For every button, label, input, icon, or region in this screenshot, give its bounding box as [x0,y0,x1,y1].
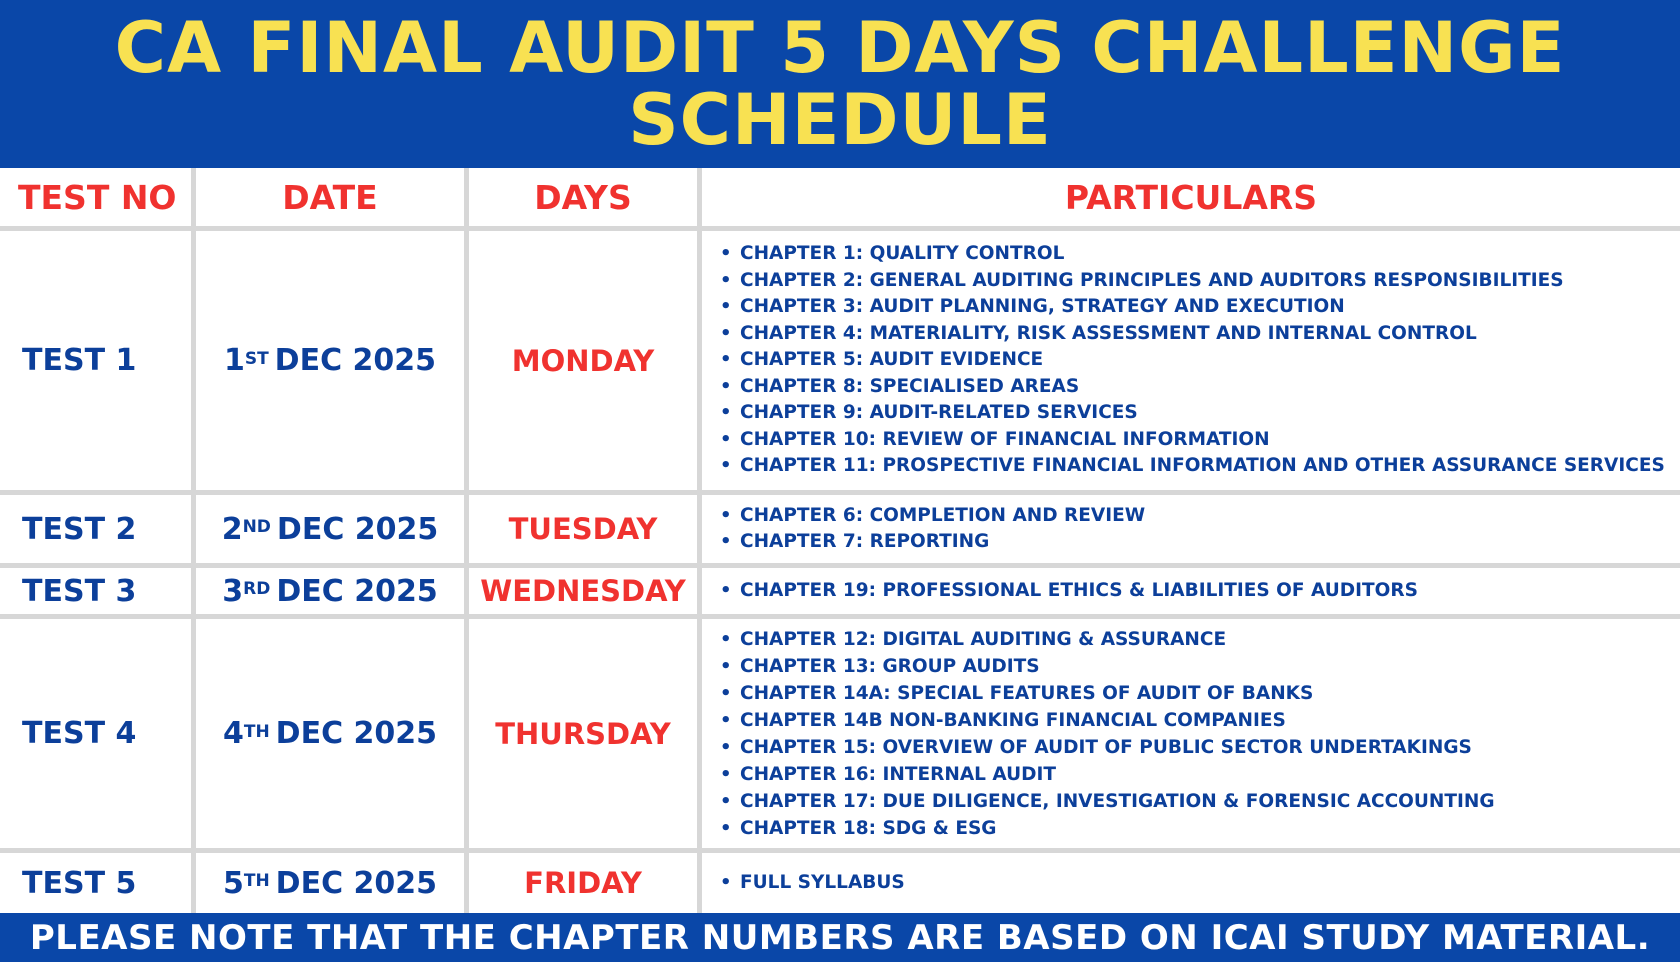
date-rest: DEC 2025 [274,343,437,378]
test-4-particulars [702,619,1680,853]
chapter-item: • CHAPTER 1: QUALITY CONTROL [718,241,1665,268]
chapter-list [718,578,1418,605]
date-suffix: TH [243,721,270,742]
chapter-item: • CHAPTER 11: PROSPECTIVE FINANCIAL INFORMATION AND OTHER ASSURANCE SERVICES [718,453,1665,480]
chapter-item: • CHAPTER 8: SPECIALISED AREAS [718,374,1665,401]
date-suffix: RD [243,579,271,599]
chapter-item: • CHAPTER 18: SDG & ESG [718,815,1495,842]
date-rest: DEC 2025 [275,865,438,901]
test-3-label: TEST 3 [0,568,196,619]
chapter-item: • CHAPTER 16: INTERNAL AUDIT [718,761,1495,788]
header-date: DATE [196,168,469,231]
date-suffix: ST [244,348,269,369]
footer-banner [0,913,1680,962]
chapter-list [718,626,1495,842]
chapter-item: • CHAPTER 17: DUE DILIGENCE, INVESTIGATION & FORENSIC ACCOUNTING [718,788,1495,815]
header-test-no: TEST NO [0,168,196,231]
test-2-date [196,495,469,568]
date-day: 2 [221,511,243,547]
chapter-item: • CHAPTER 13: GROUP AUDITS [718,653,1495,680]
date-rest: DEC 2025 [275,716,438,751]
date-day: 1 [223,343,245,378]
test-1-particulars [702,231,1680,495]
chapter-item: • CHAPTER 10: REVIEW OF FINANCIAL INFORMATION [718,427,1665,454]
chapter-item: • CHAPTER 6: COMPLETION AND REVIEW [718,503,1145,530]
date-suffix: TH [243,871,270,891]
chapter-item: • FULL SYLLABUS [718,870,905,897]
date-day: 3 [222,573,244,609]
chapter-item: • CHAPTER 4: MATERIALITY, RISK ASSESSMENT AND INTERNAL CONTROL [718,321,1665,348]
test-3-particulars [702,568,1680,619]
date-day: 5 [222,865,244,901]
test-1-label: TEST 1 [0,231,196,495]
date-rest: DEC 2025 [276,511,439,547]
chapter-item: • CHAPTER 19: PROFESSIONAL ETHICS & LIABILITIES OF AUDITORS [718,578,1418,605]
test-2-weekday: TUESDAY [469,495,702,568]
chapter-item: • CHAPTER 12: DIGITAL AUDITING & ASSURANCE [718,626,1495,653]
date-day: 4 [222,716,244,751]
test-2-label: TEST 2 [0,495,196,568]
chapter-item: • CHAPTER 9: AUDIT-RELATED SERVICES [718,400,1665,427]
chapter-item: • CHAPTER 7: REPORTING [718,529,1145,556]
test-4-date [196,619,469,853]
header-days: DAYS [469,168,702,231]
chapter-list [718,241,1665,480]
header-particulars: PARTICULARS [702,168,1680,231]
test-3-weekday: WEDNESDAY [469,568,702,619]
schedule-table [0,168,1680,913]
chapter-list [718,503,1145,556]
test-1-date [196,231,469,495]
title-line-2: SCHEDULE [628,79,1052,161]
test-5-date [196,853,469,913]
chapter-item: • CHAPTER 3: AUDIT PLANNING, STRATEGY AND EXECUTION [718,294,1665,321]
date-rest: DEC 2025 [276,573,438,609]
title-line-1: CA FINAL AUDIT 5 DAYS CHALLENGE [114,7,1566,89]
test-1-weekday: MONDAY [469,231,702,495]
chapter-item: • CHAPTER 15: OVERVIEW OF AUDIT OF PUBLIC SECTOR UNDERTAKINGS [718,734,1495,761]
test-4-weekday: THURSDAY [469,619,702,853]
chapter-item: • CHAPTER 14A: SPECIAL FEATURES OF AUDIT OF BANKS [718,680,1495,707]
title-banner [0,0,1680,168]
test-2-particulars [702,495,1680,568]
footer-note: PLEASE NOTE THAT THE CHAPTER NUMBERS ARE BASED ON ICAI STUDY MATERIAL. [29,917,1651,958]
chapter-item: • CHAPTER 14B NON-BANKING FINANCIAL COMPANIES [718,707,1495,734]
test-5-particulars [702,853,1680,913]
test-3-date [196,568,469,619]
date-suffix: ND [242,517,271,537]
test-4-label: TEST 4 [0,619,196,853]
test-5-label: TEST 5 [0,853,196,913]
chapter-item: • CHAPTER 2: GENERAL AUDITING PRINCIPLES AND AUDITORS RESPONSIBILITIES [718,268,1665,295]
chapter-item: • CHAPTER 5: AUDIT EVIDENCE [718,347,1665,374]
test-5-weekday: FRIDAY [469,853,702,913]
chapter-list [718,870,905,897]
